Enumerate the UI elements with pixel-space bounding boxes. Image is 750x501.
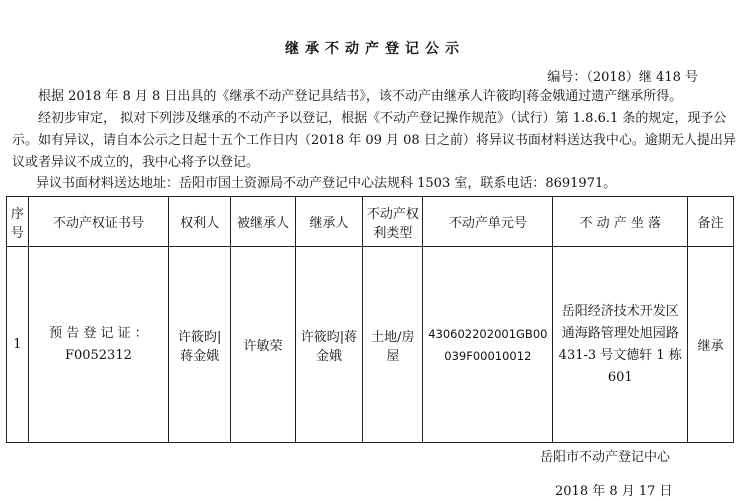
header-heir: 被继承人	[231, 197, 295, 247]
header-location: 不 动 产 坐 落	[553, 197, 688, 247]
header-type: 不动产权利类型	[363, 197, 423, 247]
cell-note: 继承	[688, 247, 734, 443]
registration-table	[6, 196, 734, 443]
header-cert: 不动产权证书号	[28, 197, 168, 247]
cell-inheritor: 许筱昀|蒋金娥	[295, 247, 363, 443]
header-note: 备注	[688, 197, 734, 247]
paragraph-notice: 经初步审定， 拟对下列涉及继承的不动产予以登记，根据《不动产登记操作规范》（试行）第 1.8.6.1 条的规定，现予公示。如有异议，请自本公示之日起十五个工作日内（2018 年 09 月 08 日之前）将异议书面材料送达我中心。逾期无人提出异议或者异议不成立的，我中心将予以登记。	[12, 111, 736, 170]
cell-cert: 预 告 登 记 证 ：F0052312	[28, 247, 168, 443]
table-header-row	[7, 197, 734, 247]
cell-type: 土地/房屋	[363, 247, 423, 443]
cell-heir: 许敏荣	[231, 247, 295, 443]
header-owner: 权利人	[169, 197, 231, 247]
cell-unit: 430602202001GB00039F00010012	[423, 247, 553, 443]
issuer: 岳阳市不动产登记中心	[540, 450, 671, 465]
issue-date: 2018 年 8 月 17 日	[555, 484, 673, 499]
header-inheritor: 继承人	[295, 197, 363, 247]
header-seq: 序号	[7, 197, 29, 247]
paragraph-address: 异议书面材料送达地址：岳阳市国土资源局不动产登记中心法规科 1503 室，联系电话：8691971。	[36, 176, 617, 191]
cell-location: 岳阳经济技术开发区通海路管理处旭园路 431-3 号文德轩 1 栋 601	[553, 247, 688, 443]
cell-seq: 1	[7, 247, 29, 443]
page-title: 继承不动产登记公示	[285, 41, 465, 57]
header-unit: 不动产单元号	[423, 197, 553, 247]
cell-owner: 许筱昀|蒋金娥	[169, 247, 231, 443]
paragraph-basis: 根据 2018 年 8 月 8 日出具的《继承不动产登记具结书》，该不动产由继承人许筱昀|蒋金娥通过遗产继承所得。	[38, 89, 683, 104]
document-number: 编号：（2018）继 418 号	[547, 70, 698, 85]
table-row	[7, 247, 734, 443]
